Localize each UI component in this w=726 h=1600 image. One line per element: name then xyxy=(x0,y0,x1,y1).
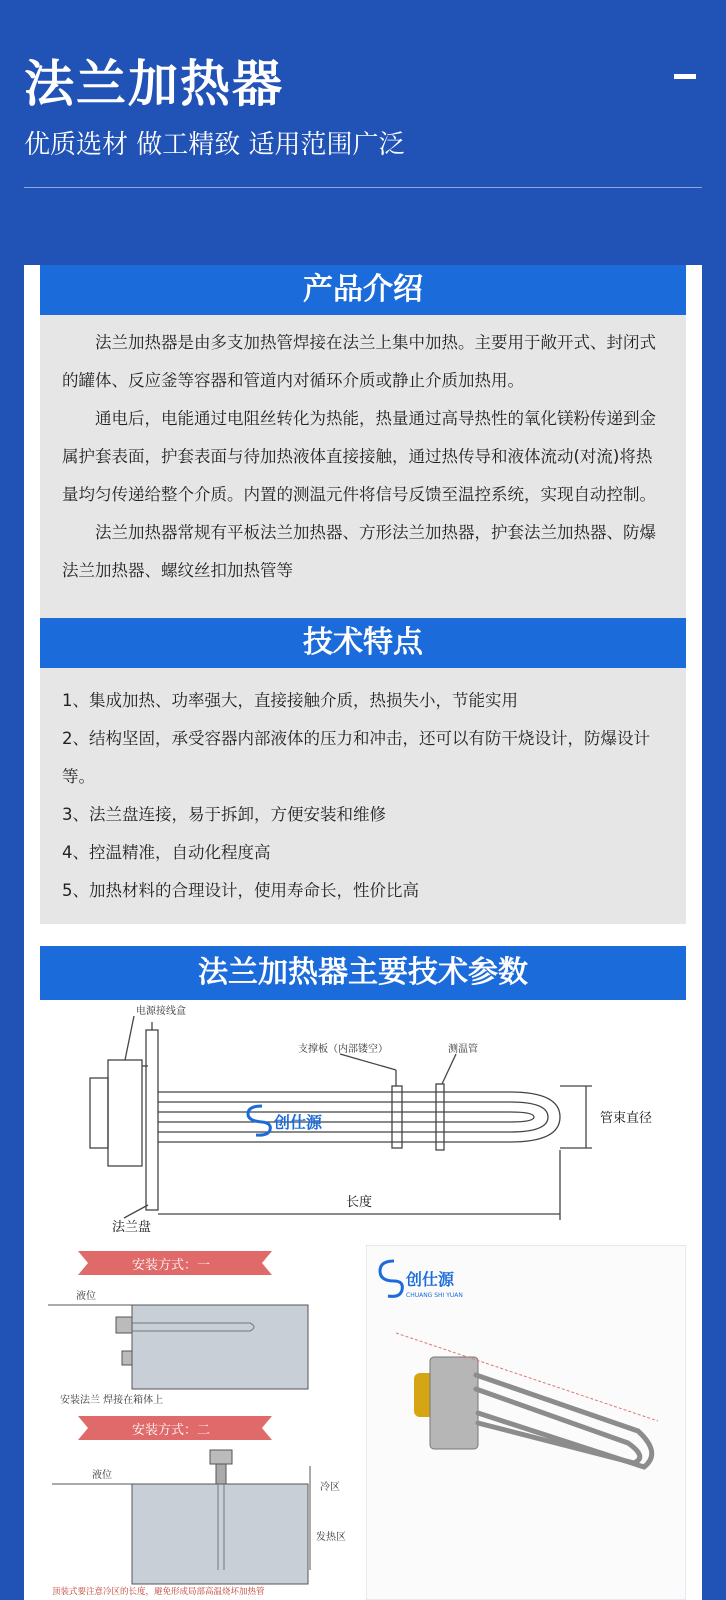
features-panel xyxy=(40,668,686,924)
feature-item: 1、集成加热、功率强大，直接接触介质，热损失小，节能实用 xyxy=(62,691,518,710)
intro-paragraph: 法兰加热器常规有平板法兰加热器、方形法兰加热器，护套法兰加热器、防爆法兰加热器、螺纹丝扣加热管等 xyxy=(62,523,656,580)
flange-label: 法兰盘 xyxy=(112,1220,152,1235)
params-heading: 法兰加热器主要技术参数 xyxy=(40,946,686,1000)
page-subtitle: 优质选材 做工精致 适用范围广泛 xyxy=(24,130,405,160)
bundle-diameter-label: 管束直径 xyxy=(600,1111,653,1126)
divider xyxy=(24,187,702,188)
svg-text:创仕源: 创仕源 xyxy=(274,1113,323,1132)
intro-heading: 产品介绍 xyxy=(40,265,686,315)
feature-item: 2、结构坚固，承受容器内部液体的压力和冲击，还可以有防干烧设计，防爆设计等。 xyxy=(62,729,650,786)
feature-item: 4、控温精准，自动化程度高 xyxy=(62,843,271,862)
hero-banner xyxy=(0,0,726,265)
collapse-icon[interactable] xyxy=(674,74,696,79)
install-method-1 xyxy=(40,1245,340,1410)
ribbon-label: 安装方式：二 xyxy=(132,1423,211,1438)
install-method-2 xyxy=(40,1410,360,1600)
ribbon-label: 安装方式：一 xyxy=(132,1258,211,1273)
feature-item: 5、加热材料的合理设计，使用寿命长，性价比高 xyxy=(62,881,419,900)
install-note: 安装法兰 焊接在箱体上 xyxy=(60,1395,164,1406)
intro-paragraph: 通电后，电能通过电阻丝转化为热能，热量通过高导热性的氧化镁粉传递到金属护套表面，护套表面与待加热液体直接接触，通过热传导和液体流动(对流)将热量均匀传递给整个介质。内置的测温元件将信号反馈至温控系统，实现自动控制。 xyxy=(62,409,656,504)
level-label: 液位 xyxy=(76,1291,96,1302)
svg-text:创仕源: 创仕源 xyxy=(406,1270,455,1289)
feature-item: 3、法兰盘连接，易于拆卸，方便安装和维修 xyxy=(62,805,386,824)
intro-panel xyxy=(40,315,686,618)
support-plate-label: 支撑板（内部镂空） xyxy=(298,1044,388,1055)
junction-box-label: 电源接线盒 xyxy=(136,1006,186,1017)
length-label: 长度 xyxy=(346,1195,373,1210)
install-note: 顶装式要注意冷区的长度，避免形成局部高温烧坏加热管 xyxy=(52,1587,265,1597)
temp-tube-label: 测温管 xyxy=(448,1044,478,1055)
content-card xyxy=(24,265,702,1600)
page-title: 法兰加热器 xyxy=(24,55,284,113)
params-figures xyxy=(40,1000,686,1600)
svg-text:CHUANG SHI YUAN: CHUANG SHI YUAN xyxy=(406,1292,463,1299)
level-label: 液位 xyxy=(92,1470,112,1481)
cold-zone-label: 冷区 xyxy=(320,1482,340,1493)
heat-zone-label: 发热区 xyxy=(316,1532,346,1543)
intro-paragraph: 法兰加热器是由多支加热管焊接在法兰上集中加热。主要用于敞开式、封闭式的罐体、反应釜等容器和管道内对循环介质或静止介质加热用。 xyxy=(62,333,656,390)
product-photo xyxy=(366,1245,686,1600)
brand-logo xyxy=(248,1106,323,1135)
flange-heater-diagram xyxy=(40,1000,686,1240)
features-heading: 技术特点 xyxy=(40,618,686,668)
